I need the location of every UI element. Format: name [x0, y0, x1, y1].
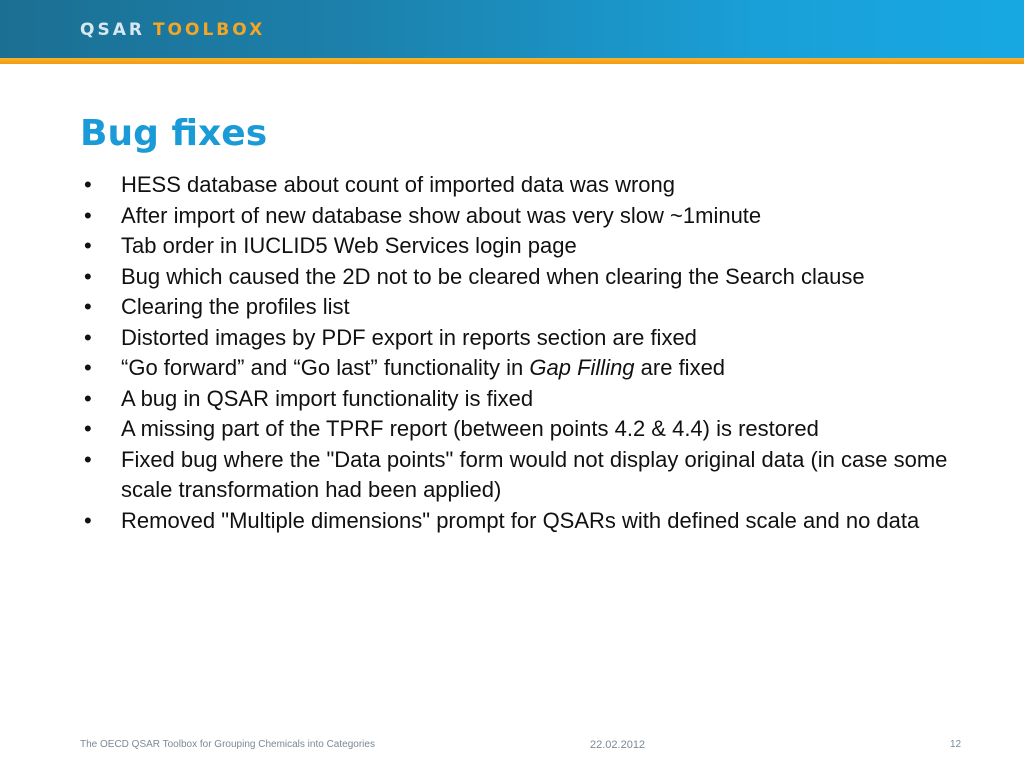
bullet-item — [84, 292, 964, 323]
bullet-item — [84, 231, 964, 262]
bullet-text: Removed "Multiple dimensions" prompt for QSARs with defined scale and no data — [121, 507, 920, 533]
bullet-item — [84, 170, 964, 201]
bullet-text: HESS database about count of imported data was wrong — [121, 172, 676, 197]
bullet-text: A bug in QSAR import functionality is fixed — [121, 385, 534, 411]
bullet-item — [84, 384, 964, 415]
bullet-marker: • — [84, 263, 92, 289]
logo-text-qsar: QSAR — [80, 20, 145, 40]
bullet-text: A missing part of the TPRF report (between points 4.2 & 4.4) is restored — [121, 416, 819, 441]
bullet-marker: • — [84, 416, 92, 441]
bullet-marker: • — [84, 507, 92, 533]
bullet-text-italic: Gap Filling — [529, 355, 635, 380]
bullet-item — [84, 323, 964, 354]
bullet-text: Distorted images by PDF export in reports section are fixed — [121, 324, 697, 350]
bullet-item — [84, 414, 964, 445]
bullet-marker: • — [84, 202, 92, 228]
bullet-item — [84, 445, 964, 506]
footer-presentation-title: The OECD QSAR Toolbox for Grouping Chemicals into Categories — [80, 739, 375, 750]
bullet-text: After import of new database show about was very slow ~1minute — [121, 202, 762, 228]
footer-date: 22.02.2012 — [590, 739, 646, 751]
header-bar — [0, 0, 1024, 58]
bullet-text-part: are fixed — [634, 355, 726, 380]
bullet-marker: • — [84, 446, 92, 472]
slide-title: Bug fixes — [80, 113, 268, 154]
bullet-marker: • — [84, 355, 92, 380]
bullet-text: Fixed bug where the "Data points" form would not display original data (in case some scale transformation had been applied) — [121, 446, 948, 502]
bullet-item — [84, 201, 964, 232]
qsar-toolbox-logo — [80, 19, 265, 41]
bullet-text — [121, 353, 964, 384]
bullet-text-part: “Go forward” and “Go last” functionality in — [121, 355, 530, 380]
bullet-marker: • — [84, 233, 92, 258]
bullet-marker: • — [84, 294, 92, 319]
bullet-text: Bug which caused the 2D not to be cleared when clearing the Search clause — [121, 263, 865, 289]
bullet-item — [84, 262, 964, 293]
bullet-text: Clearing the profiles list — [121, 294, 350, 319]
logo-text-toolbox: TOOLBOX — [152, 20, 266, 40]
bullet-marker: • — [84, 385, 92, 411]
bullet-item — [84, 506, 964, 537]
bullet-marker: • — [84, 172, 92, 197]
bullet-text: Tab order in IUCLID5 Web Services login page — [121, 233, 577, 258]
footer-page-number: 12 — [950, 739, 962, 750]
header-accent-stripe — [0, 58, 1024, 64]
bullet-list — [84, 170, 964, 536]
bullet-marker: • — [84, 324, 92, 350]
bullet-item — [84, 353, 964, 384]
